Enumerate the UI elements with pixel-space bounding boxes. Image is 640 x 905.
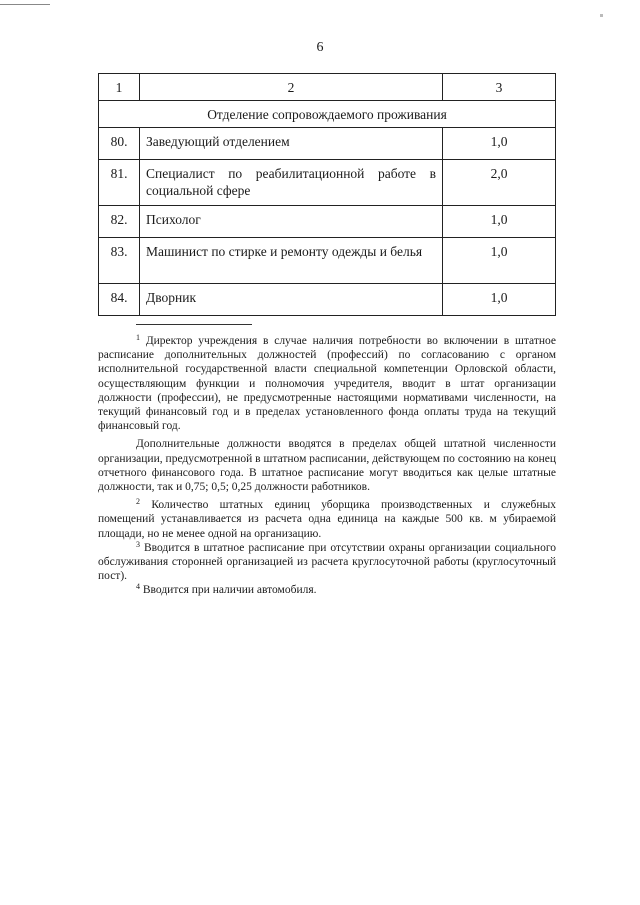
row-number: 84.	[99, 284, 140, 316]
staff-rate: 1,0	[443, 284, 556, 316]
footnote-4-mark: 4	[136, 582, 140, 592]
header-col-1: 1	[99, 74, 140, 101]
section-title: Отделение сопровождаемого проживания	[99, 101, 556, 128]
footnote-3	[98, 541, 556, 584]
header-col-2: 2	[140, 74, 443, 101]
header-col-3: 3	[443, 74, 556, 101]
footnote-1	[98, 334, 556, 433]
scan-edge-mark	[0, 4, 50, 5]
table-row	[99, 160, 556, 206]
footnote-3-text: Вводится в штатное расписание при отсутствии охраны организации социального обслуживания сторонней организацией из расчета круглосуточной работы (круглосуточный пост).	[98, 541, 556, 583]
scan-speck	[600, 14, 603, 17]
footnote-1-continuation: Дополнительные должности вводятся в пределах общей штатной численности организации, предусмотренной в штатном расписании, действующем по состоянию на конец отчетного финансового года. В штатное расписание могут вводиться как целые штатные должности, так и 0,75; 0,5; 0,25 должности работников.	[98, 438, 556, 494]
table-header-row	[99, 74, 556, 101]
table-row	[99, 238, 556, 284]
staff-rate: 1,0	[443, 206, 556, 238]
footnote-1-text: Директор учреждения в случае наличия потребности во включении в штатное расписание дополнительных должностей (профессий) по согласованию с органом исполнительной государственной власти специальной компетенции Орловской области, осуществляющим функции и полномочия учредителя, вводит в штат организации должности (профессии), не предусмотренные настоящими нормативами численности, на текущий финансовый год и в пределах установленного фонда оплаты труда на текущий финансовый год.	[98, 335, 557, 433]
footnote-separator	[136, 324, 252, 325]
footnote-2-mark: 2	[136, 497, 140, 507]
row-number: 82.	[99, 206, 140, 238]
position-name: Заведующий отделением	[140, 128, 443, 160]
table-row	[99, 284, 556, 316]
row-number: 83.	[99, 238, 140, 284]
table-row	[99, 206, 556, 238]
row-number: 80.	[99, 128, 140, 160]
staff-rate: 2,0	[443, 160, 556, 206]
page-number: 6	[316, 40, 324, 55]
table-row	[99, 128, 556, 160]
staff-rate: 1,0	[443, 238, 556, 284]
position-name: Психолог	[140, 206, 443, 238]
footnote-4-text: Вводится при наличии автомобиля.	[142, 584, 317, 597]
position-name: Специалист по реабилитационной работе в социальной сфере	[140, 160, 443, 206]
footnote-1-mark: 1	[136, 333, 140, 342]
footnote-2-text: Количество штатных единиц уборщика производственных и служебных помещений устанавливается из расчета одна единица на каждые 500 кв. м убираемой площади, но не менее одной на организацию.	[98, 499, 556, 540]
position-name: Дворник	[140, 284, 443, 316]
position-name: Машинист по стирке и ремонту одежды и белья	[140, 238, 443, 284]
footnote-3-mark: 3	[136, 539, 140, 549]
footnotes-block	[98, 334, 556, 598]
footnote-2	[98, 498, 556, 541]
row-number: 81.	[99, 160, 140, 206]
staffing-table	[98, 73, 556, 316]
section-row	[99, 101, 556, 128]
staff-rate: 1,0	[443, 128, 556, 160]
footnote-4	[98, 583, 556, 597]
